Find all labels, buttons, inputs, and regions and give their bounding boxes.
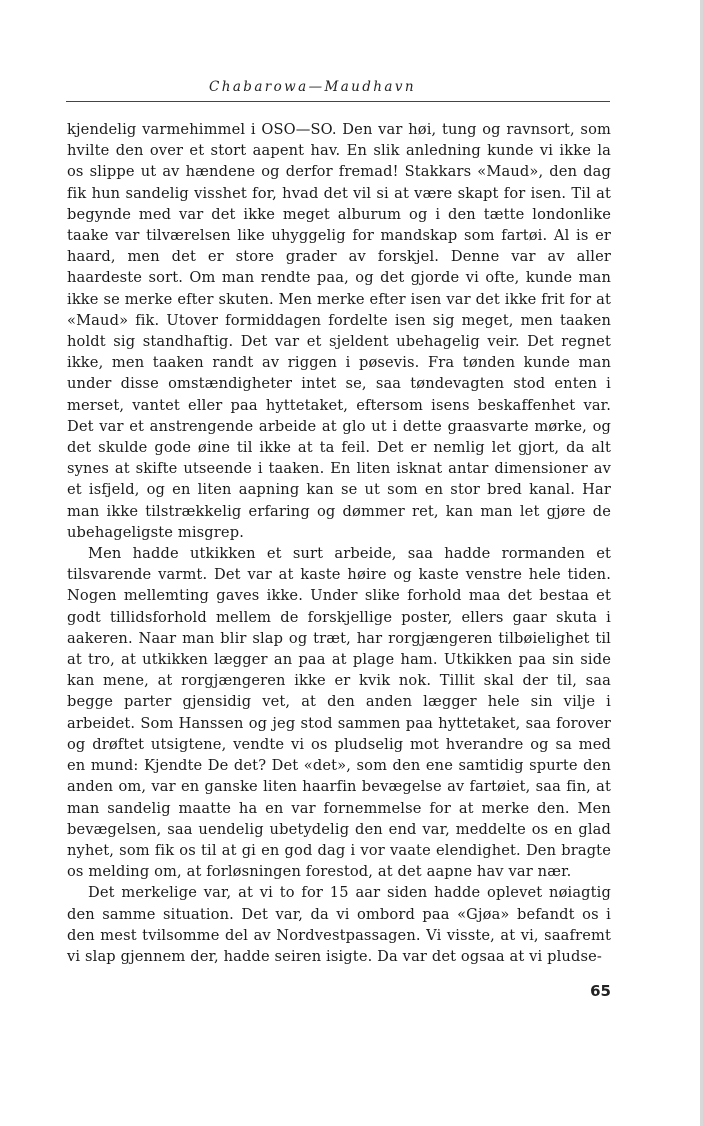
paragraph-3: Det merkelige var, at vi to for 15 aar siden hadde oplevet nøiagtig den samme situation. Det var, da vi ombord paa «Gjøa» befandt os i den mest tvilsomme del av Nordvestpassagen. Vi visste, at vi, saafremt vi slap gjennem der, hadde seiren isigte. Da var det ogsaa at vi pludse- bbox=[67, 884, 611, 965]
paragraph-2: Men hadde utkikken et surt arbeide, saa hadde rormanden et tilsvarende varmt. Det var at kaste høire og kaste venstre hele tiden. Nogen mellemting gaves ikke. Under slike forhold maa det bestaa et godt tillidsforhold mellem de forskjellige poster, ellers gaar skuta i aakeren. Naar man blir slap og træt, har rorgjængeren tilbøielighet til at tro, at utkikken lægger an paa at plage ham. Utkikken paa sin side kan mene, at rorgjængeren ikke er kvik nok. Tillit skal der til, saa begge parter gjensidig vet, at den anden lægger hele sin vilje i arbeidet. Som Hanssen og jeg stod sammen paa hyttetaket, saa forover og drøftet utsigtene, vendte vi os pludselig mot hverandre og sa med en mund: Kjendte De det? Det «det», som den ene samtidig spurte den anden om, var en ganske liten haarfin bevægelse av fartøiet, saa fin, at man sandelig maatte ha en var fornemmelse for at merke den. Men bevægelsen, saa uendelig ubetydelig den end var, meddelte os en glad nyhet, som fik os til at gi en god dag i vor vaate elendighet. Den bragte os melding om, at forløsningen forestod, at det aapne hav var nær. bbox=[67, 545, 611, 881]
header-rule bbox=[66, 101, 610, 102]
running-head: Chabarowa—Maudhavn bbox=[209, 79, 416, 95]
body-text bbox=[67, 119, 611, 967]
page-number: 65 bbox=[590, 982, 611, 1000]
paragraph-1: kjendelig varmehimmel i OSO—SO. Den var høi, tung og ravnsort, som hvilte den over et stort aapent hav. En slik anledning kunde vi ikke la os slippe ut av hændene og derfor fremad! Stakkars «Maud», den dag fik hun sandelig visshet for, hvad det vil si at være skapt for isen. Til at begynde med var det ikke meget alburum og i den tætte londonlike taake var tilværelsen like uhyggelig for mandskap som fartøi. Al is er haard, men det er store grader av forskjel. Denne var av aller haardeste sort. Om man rendte paa, og det gjorde vi ofte, kunde man ikke se merke efter skuten. Men merke efter isen var det ikke frit for at «Maud» fik. Utover formiddagen fordelte isen sig meget, men taaken holdt sig standhaftig. Det var et sjeldent ubehagelig veir. Det regnet ikke, men taaken randt av riggen i pøsevis. Fra tønden kunde man under disse omstændigheter intet se, saa tøndevagten stod enten i merset, vantet eller paa hyttetaket, eftersom isens beskaffenhet var. Det var et anstrengende arbeide at glo ut i dette graasvarte mørke, og det skulde gode øine til ikke at ta feil. Det er nemlig let gjort, da alt synes at skifte utseende i taaken. En liten isknat antar dimensioner av et isfjeld, og en liten aapning kan se ut som en stor bred kanal. Har man ikke tilstrækkelig erfaring og dømmer ret, kan man let gjøre de ubehageligste misgrep. bbox=[67, 121, 611, 541]
